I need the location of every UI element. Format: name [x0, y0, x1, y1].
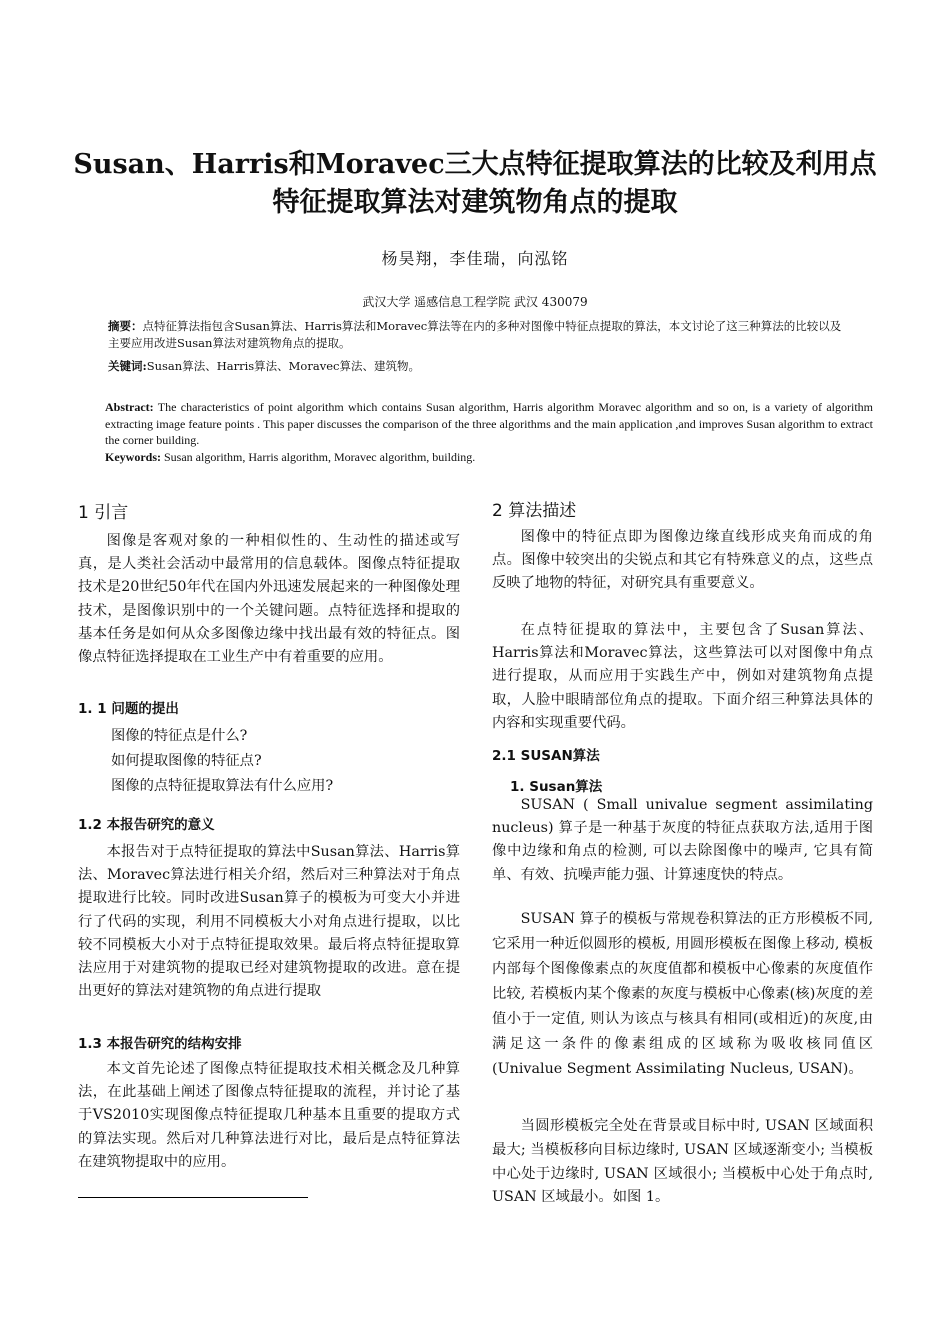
keywords-cn-label: 关键词:: [108, 359, 147, 373]
abstract-en: [105, 399, 873, 449]
title-line-2: 特征提取算法对建筑物角点的提取: [272, 187, 678, 218]
section-1-3-heading: 1.3 本报告研究的结构安排: [78, 1036, 242, 1052]
question-2: 如何提取图像的特征点?: [111, 753, 262, 769]
abstract-cn-text: 点特征算法指包含Susan算法、Harris算法和Moravec算法等在内的多种对图像中特征点提取的算法，本文讨论了这三种算法的比较以及主要应用改进Susan算法对建筑物角点的提取。: [108, 319, 842, 350]
section-1-heading: 1 引言: [78, 503, 129, 523]
keywords-cn-text: Susan算法、Harris算法、Moravec算法、建筑物。: [146, 359, 420, 373]
susan-paragraph-1: SUSAN ( Small univalue segment assimilating nucleus) 算子是一种基于灰度的特征点获取方法,适用于图像中边缘和角点的检测, 可以去除图像中的噪声, 它具有简单、有效、抗噪声能力强、计算速度快的特点。: [492, 797, 873, 883]
section-2-heading: 2 算法描述: [492, 501, 577, 521]
abstract-cn-label: 摘要：: [108, 319, 143, 333]
question-3: 图像的点特征提取算法有什么应用?: [111, 778, 334, 794]
section-2-1-heading: 2.1 SUSAN算法: [492, 748, 600, 764]
section-2-paragraph-2: 在点特征提取的算法中，主要包含了Susan算法、Harris算法和Moravec算法，这些算法可以对图像中角点进行提取，从而应用于实践生产中，例如对建筑物角点提取，人脸中眼睛部位角点的提取。下面介绍三种算法具体的内容和实现重要代码。: [492, 622, 873, 731]
keywords-en-label: Keywords:: [105, 450, 161, 464]
question-1: 图像的特征点是什么?: [111, 728, 248, 744]
keywords-en-text: Susan algorithm, Harris algorithm, Moravec algorithm, building.: [161, 450, 476, 464]
footnote-divider: [78, 1197, 308, 1198]
abstract-cn: [108, 318, 843, 352]
section-2-paragraph-1: 图像中的特征点即为图像边缘直线形成夹角而成的角点。图像中较突出的尖锐点和其它有特殊意义的点，这些点反映了地物的特征，对研究具有重要意义。: [492, 529, 873, 592]
abstract-en-label: Abstract:: [105, 400, 154, 414]
susan-subheading: 1. Susan算法: [510, 779, 603, 795]
section-1-paragraph: 图像是客观对象的一种相似性的、生动性的描述或写真，是人类社会活动中最常用的信息载体。图像点特征提取技术是20世纪50年代在国内外迅速发展起来的一种图像处理技术，是图像识别中的一个关键问题。点特征选择和提取的基本任务是如何从众多图像边缘中找出最有效的特征点。图像点特征选择提取在工业生产中有着重要的应用。: [78, 533, 460, 666]
keywords-cn: [108, 358, 843, 374]
section-1-2-paragraph: 本报告对于点特征提取的算法中Susan算法、Harris算法、Moravec算法进行相关介绍，然后对三种算法对于角点提取进行比较。同时改进Susan算子的模板为可变大小并进行了代码的实现，利用不同模板大小对角点进行提取，以比较不同模板大小对于点特征提取效果。最后将点特征提取算法应用于对建筑物的提取已经对建筑物提取的改进。意在提出更好的算法对建筑物的角点进行提取: [78, 844, 460, 1000]
susan-paragraph-3: 当圆形模板完全处在背景或目标中时, USAN 区域面积最大; 当模板移向目标边缘时, USAN 区域逐渐变小; 当模板中心处于边缘时, USAN 区域很小; 当模板中心处于角点时, USAN 区域最小。如图 1。: [492, 1118, 873, 1206]
abstract-en-text: The characteristics of point algorithm which contains Susan algorithm, Harris algorithm Moravec algorithm and so on, is a variety of algorithm extracting image feature points . This paper discusses the comparison of the three algorithms and the main application ,and improves Susan algorithm to extract the corner building.: [105, 400, 873, 447]
susan-paragraph-2: SUSAN 算子的模板与常规卷积算法的正方形模板不同, 它采用一种近似圆形的模板, 用圆形模板在图像上移动, 模板内部每个图像像素点的灰度值都和模板中心像素的灰度值作比较, 若模板内某个像素的灰度与模板中心像素(核)灰度的差值小于一定值, 则认为该点与核具有相同(或相近)的灰度,由满足这一条件的像素组成的区域称为吸收核同值区(Univalue Segment Assimilating Nucleus, USAN)。: [492, 911, 873, 1077]
keywords-en: [105, 450, 873, 465]
section-1-2-heading: 1.2 本报告研究的意义: [78, 817, 215, 833]
paper-title: [60, 146, 890, 222]
affiliation: 武汉大学 遥感信息工程学院 武汉 430079: [362, 295, 588, 309]
section-1-3-paragraph: 本文首先论述了图像点特征提取技术相关概念及几种算法，在此基础上阐述了图像点特征提取的流程，并讨论了基于VS2010实现图像点特征提取几种基本且重要的提取方式的算法实现。然后对几种算法进行对比，最后是点特征算法在建筑物提取中的应用。: [78, 1061, 460, 1170]
section-1-1-heading: 1. 1 问题的提出: [78, 701, 179, 717]
authors: 杨昊翔，李佳瑞，向泓铭: [381, 249, 569, 268]
title-line-1: Susan、Harris和Moravec三大点特征提取算法的比较及利用点: [73, 149, 877, 180]
